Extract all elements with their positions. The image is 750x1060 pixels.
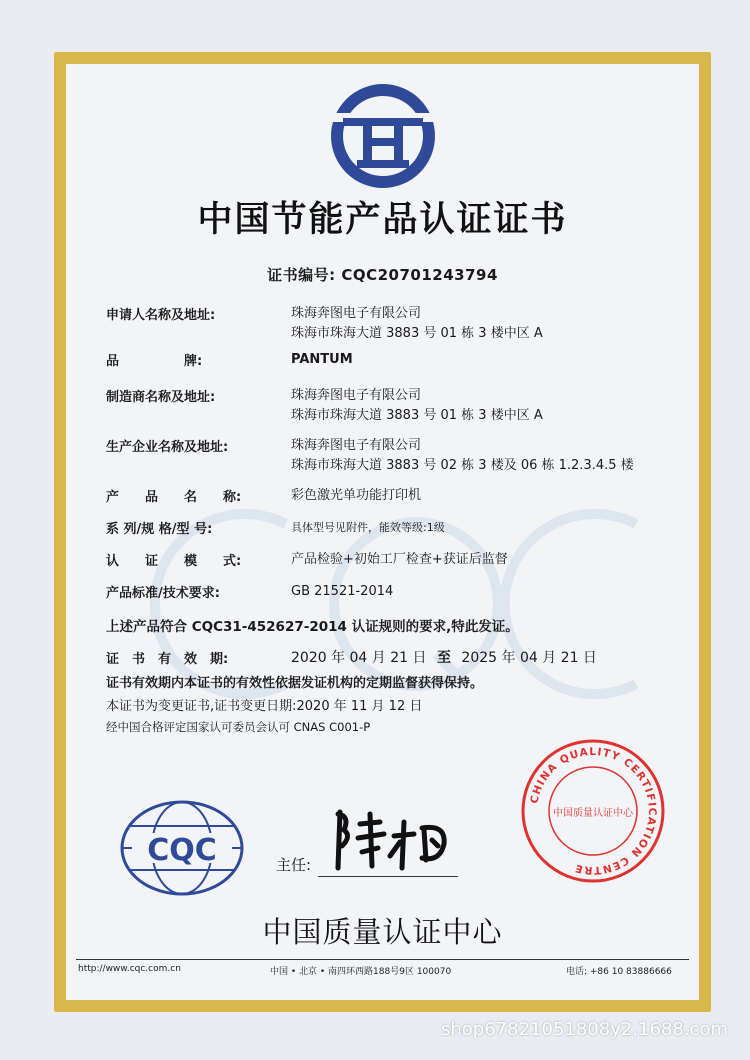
cqc-logo-text: CQC: [147, 833, 217, 868]
field-value: [291, 386, 691, 426]
manufacturer-address: 珠海市珠海大道 3883 号 01 栋 3 楼中区 A: [291, 408, 543, 423]
official-seal-stamp: [518, 736, 668, 886]
brand-value: PANTUM: [291, 352, 353, 367]
applicant-address: 珠海市珠海大道 3883 号 01 栋 3 楼中区 A: [291, 326, 543, 341]
cert-mode-value: 产品检验+初始工厂检查+获证后监督: [291, 552, 508, 567]
manufacturer-name: 珠海奔图电子有限公司: [291, 388, 422, 403]
issuer-name: 中国质量认证中心: [262, 915, 503, 949]
certificate-paper: [66, 64, 699, 1000]
compliance-statement: 上述产品符合 CQC31-452627-2014 认证规则的要求,特此发证。: [106, 619, 519, 635]
footer-website: http://www.cqc.com.cn: [78, 964, 181, 974]
field-value: [291, 304, 691, 344]
model-value: 具体型号见附件，能效等级:1级: [291, 521, 445, 534]
footer-phone: 电话: +86 10 83886666: [566, 967, 672, 977]
field-label: 申请人名称及地址:: [106, 308, 216, 323]
director-label: 主任:: [276, 856, 312, 874]
signature-line: [318, 876, 458, 877]
cqc-logo-icon: [118, 799, 246, 897]
validity-from: 2020 年 04 月 21 日: [291, 650, 427, 666]
field-label: 制造商名称及地址:: [106, 390, 216, 405]
validity-value: [291, 648, 691, 668]
field-value: [291, 436, 691, 476]
validity-to: 2025 年 04 月 21 日: [461, 650, 597, 666]
field-label: 产 品 名 称:: [106, 490, 242, 505]
footer-address: 中国 • 北京 • 南四环西路188号9区 100070: [270, 967, 452, 977]
certificate-title: 中国节能产品认证证书: [197, 200, 568, 240]
shop-watermark: shop67821051808y2.1688.com: [441, 1019, 728, 1040]
director-signature-graphic: [328, 802, 468, 872]
validity-label: 证 书 有 效 期:: [106, 652, 229, 667]
field-label: 认 证 模 式:: [106, 554, 242, 569]
field-label: 系 列/规 格/型 号:: [106, 522, 213, 537]
stamp-outer-text: CHINA QUALITY CERTIFICATION CENTRE: [528, 745, 659, 877]
field-label: 产品标准/技术要求:: [106, 586, 220, 601]
footer-divider: [76, 959, 689, 960]
change-note: 本证书为变更证书,证书变更日期:2020 年 11 月 12 日: [106, 699, 423, 714]
applicant-name: 珠海奔图电子有限公司: [291, 306, 422, 321]
cec-logo-icon: [329, 82, 437, 190]
validity-note: 证书有效期内本证书的有效性依据发证机构的定期监督获得保持。: [106, 676, 484, 691]
standard-value: GB 21521-2014: [291, 584, 394, 599]
product-name-value: 彩色激光单功能打印机: [291, 488, 422, 503]
field-label: 生产企业名称及地址:: [106, 440, 229, 455]
stamp-inner-text: 中国质量认证中心: [553, 808, 633, 819]
field-label: 品 牌:: [106, 354, 203, 369]
certificate-number: 证书编号: CQC20701243794: [267, 266, 498, 284]
accreditation-note: 经中国合格评定国家认可委员会认可 CNAS C001-P: [106, 720, 371, 734]
validity-to-label: 至: [436, 650, 451, 666]
factory-name: 珠海奔图电子有限公司: [291, 438, 422, 453]
factory-address: 珠海市珠海大道 3883 号 02 栋 3 楼及 06 栋 1.2.3.4.5 楼: [291, 458, 634, 473]
